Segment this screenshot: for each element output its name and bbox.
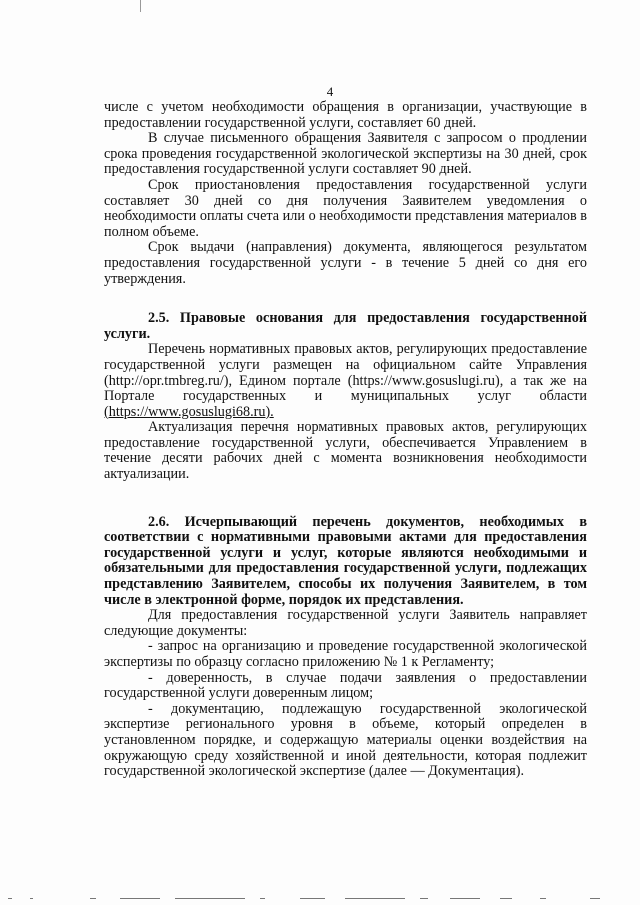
spacer <box>104 483 587 515</box>
scan-footer-artifacts <box>0 891 640 903</box>
paragraph-extension-90: В случае письменного обращения Заявителя с запросом о продлении срока проведения государственной экологической экспертизы на 30 дней, срок предоставления государственной услуги составляет 90 дней. <box>104 130 587 178</box>
document-list-item: - документацию, подлежащую государственной экологической экспертизе регионального уровня в объеме, который определен в установленном порядке, и содержащую материалы оценки воздействия на окружающую среду хозяйственной и иной деятельности, которая подлежит государственной экологической экспертизе (далее — Документация). <box>104 700 587 780</box>
section-2-5-paragraph-legal-list <box>104 342 587 420</box>
paragraph-suspension: Срок приостановления предоставления государственной услуги составляет 30 дней со дня получения Заявителем уведомления о необходимости оплаты счета или о необходимости представления материалов в полном объеме. <box>104 176 587 240</box>
document-body <box>104 100 587 780</box>
gosuslugi68-link[interactable]: (https://www.gosuslugi68.ru). <box>104 403 274 420</box>
document-list-item: - запрос на организацию и проведение государственной экологической экспертизы по образцу согласно приложению № 1 к Регламенту; <box>104 638 587 670</box>
paragraph-issuance: Срок выдачи (направления) документа, являющегося результатом предоставления государственной услуги - в течение 5 дней со дня его утверждения. <box>104 239 587 287</box>
scan-artifact-line <box>140 0 141 12</box>
section-2-5-paragraph-actualization: Актуализация перечня нормативных правовых актов, регулирующих предоставление государственной услуги, обеспечивается Управлением в течение десяти рабочих дней с момента возникновения необходимости актуализации. <box>104 419 587 483</box>
document-list-item: - доверенность, в случае подачи заявления о предоставлении государственной услуги доверенным лицом; <box>104 669 587 702</box>
section-2-6-heading: 2.6. Исчерпывающий перечень документов, необходимых в соответствии с нормативными правовыми актами для предоставления государственной услуги и услуг, которые являются необходимыми и обязательными для предоставления государственной услуги, подлежащих представлению Заявителем, способы их получения Заявителем, в том числе в электронной форме, порядок их представления. <box>104 513 587 608</box>
section-2-6-intro: Для предоставления государственной услуги Заявитель направляет следующие документы: <box>104 607 587 639</box>
section-2-5-heading: 2.5. Правовые основания для предоставления государственной услуги. <box>104 310 587 342</box>
legal-list-text: Перечень нормативных правовых актов, регулирующих предоставление государственной услуги размещен на официальном сайте Управления (http://opr.tmbreg.ru/), Едином портале (https://www.gosuslugi.ru), а так же на Портале государственных и муниципальных услуг области <box>104 341 587 405</box>
spacer <box>104 287 587 311</box>
paragraph-duration-60: числе с учетом необходимости обращения в организации, участвующие в предоставлении государственной услуги, составляет 60 дней. <box>104 99 587 131</box>
page-number: 4 <box>326 84 334 99</box>
